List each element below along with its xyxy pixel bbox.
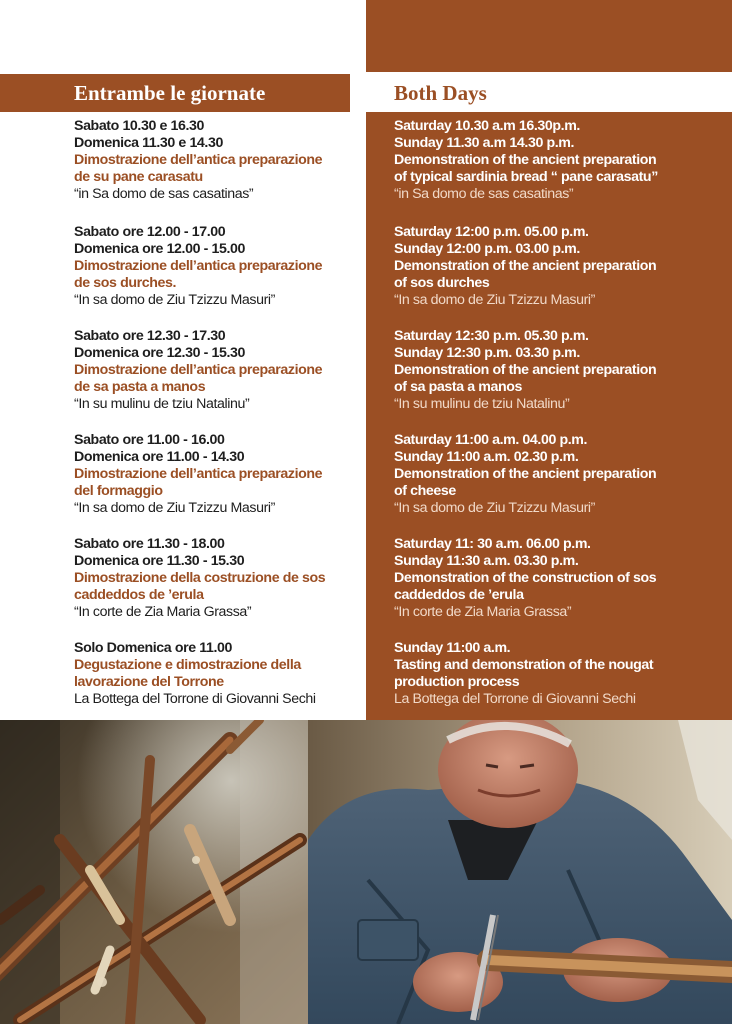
entry-place: “In sa domo de Ziu Tzizzu Masuri” <box>74 292 275 308</box>
entry-time: Sabato 10.30 e 16.30 <box>74 118 205 134</box>
italian-schedule <box>74 118 404 729</box>
schedule-entry <box>74 536 404 621</box>
entry-time: Sunday 11:00 a.m. 02.30 p.m. <box>394 449 579 465</box>
entry-time: Sabato ore 12.00 - 17.00 <box>74 224 226 240</box>
entry-place: “In corte de Zia Maria Grassa” <box>394 604 572 620</box>
entry-place: “In su mulinu de tziu Natalinu” <box>394 396 570 412</box>
schedule-entry <box>74 432 404 517</box>
entry-time: Saturday 11:00 a.m. 04.00 p.m. <box>394 432 588 448</box>
entry-title: de su pane carasatu <box>74 169 203 185</box>
entry-title: Tasting and demonstration of the nougat <box>394 657 654 673</box>
entry-time: Sunday 11:00 a.m. <box>394 640 511 656</box>
entry-title: Demonstration of the ancient preparation <box>394 466 657 482</box>
entry-time: Sunday 11:30 a.m. 03.30 p.m. <box>394 553 579 569</box>
schedule-entry <box>74 640 404 708</box>
wooden-horses-icon <box>0 720 308 1024</box>
entry-title: Dimostrazione della costruzione de sos <box>74 570 326 586</box>
entry-place: “In corte de Zia Maria Grassa” <box>74 604 252 620</box>
entry-place: “In sa domo de Ziu Tzizzu Masuri” <box>74 500 275 516</box>
entry-title: of cheese <box>394 483 456 499</box>
entry-time: Saturday 12:30 p.m. 05.30 p.m. <box>394 328 589 344</box>
entry-place: “in Sa domo de sas casatinas” <box>394 186 574 202</box>
entry-title: Dimostrazione dell’antica preparazione <box>74 466 323 482</box>
entry-title: Dimostrazione dell’antica preparazione <box>74 152 323 168</box>
entry-time: Domenica ore 12.00 - 15.00 <box>74 241 245 257</box>
entry-time: Domenica ore 11.30 - 15.30 <box>74 553 245 569</box>
entry-title: Degustazione e dimostrazione della <box>74 657 301 673</box>
entry-time: Sunday 12:30 p.m. 03.30 p.m. <box>394 345 580 361</box>
entry-time: Domenica ore 12.30 - 15.30 <box>74 345 245 361</box>
entry-time: Saturday 10.30 a.m 16.30p.m. <box>394 118 580 134</box>
entry-place: “In sa domo de Ziu Tzizzu Masuri” <box>394 500 595 516</box>
entry-place: “In sa domo de Ziu Tzizzu Masuri” <box>394 292 595 308</box>
left-section-heading: Entrambe le giornate <box>0 74 350 112</box>
entry-title: caddeddos de ’erula <box>394 587 524 603</box>
entry-title: production process <box>394 674 520 690</box>
entry-title: del formaggio <box>74 483 163 499</box>
entry-title: of sos durches <box>394 275 490 291</box>
craftsman-carving-photo <box>308 720 732 1024</box>
entry-time: Sunday 11.30 a.m 14.30 p.m. <box>394 135 575 151</box>
entry-time: Sabato ore 12.30 - 17.30 <box>74 328 226 344</box>
entry-title: Demonstration of the ancient preparation <box>394 362 657 378</box>
entry-time: Sabato ore 11.00 - 16.00 <box>74 432 225 448</box>
entry-time: Domenica ore 11.00 - 14.30 <box>74 449 245 465</box>
schedule-entry <box>74 328 404 413</box>
entry-place: “in Sa domo de sas casatinas” <box>74 186 254 202</box>
entry-title: caddeddos de ’erula <box>74 587 204 603</box>
schedule-entry <box>394 118 724 203</box>
schedule-entry <box>74 118 404 203</box>
schedule-entry <box>394 224 724 309</box>
entry-title: Demonstration of the ancient preparation <box>394 152 657 168</box>
entry-title: Demonstration of the construction of sos <box>394 570 657 586</box>
entry-title: lavorazione del Torrone <box>74 674 224 690</box>
schedule-entry <box>394 536 724 621</box>
craftsman-carving-icon <box>308 720 732 1024</box>
entry-time: Saturday 11: 30 a.m. 06.00 p.m. <box>394 536 591 552</box>
entry-title: Dimostrazione dell’antica preparazione <box>74 362 323 378</box>
right-section-heading: Both Days <box>394 81 487 105</box>
entry-time: Solo Domenica ore 11.00 <box>74 640 232 656</box>
entry-time: Domenica 11.30 e 14.30 <box>74 135 223 151</box>
wooden-horses-photo <box>0 720 308 1024</box>
entry-time: Sunday 12:00 p.m. 03.00 p.m. <box>394 241 580 257</box>
entry-place: La Bottega del Torrone di Giovanni Sechi <box>394 691 636 707</box>
entry-title: of sa pasta a manos <box>394 379 523 395</box>
entry-time: Sabato ore 11.30 - 18.00 <box>74 536 225 552</box>
entry-title: Dimostrazione dell’antica preparazione <box>74 258 323 274</box>
schedule-entry <box>394 640 724 708</box>
schedule-entry <box>394 328 724 413</box>
entry-title: of typical sardinia bread “ pane carasatu” <box>394 169 658 185</box>
entry-place: La Bottega del Torrone di Giovanni Sechi <box>74 691 316 707</box>
entry-title: de sos durches. <box>74 275 177 291</box>
entry-title: Demonstration of the ancient preparation <box>394 258 657 274</box>
entry-title: de sa pasta a manos <box>74 379 206 395</box>
entry-place: “In su mulinu de tziu Natalinu” <box>74 396 250 412</box>
entry-time: Saturday 12:00 p.m. 05.00 p.m. <box>394 224 589 240</box>
schedule-entry <box>74 224 404 309</box>
english-schedule <box>394 118 724 729</box>
schedule-entry <box>394 432 724 517</box>
